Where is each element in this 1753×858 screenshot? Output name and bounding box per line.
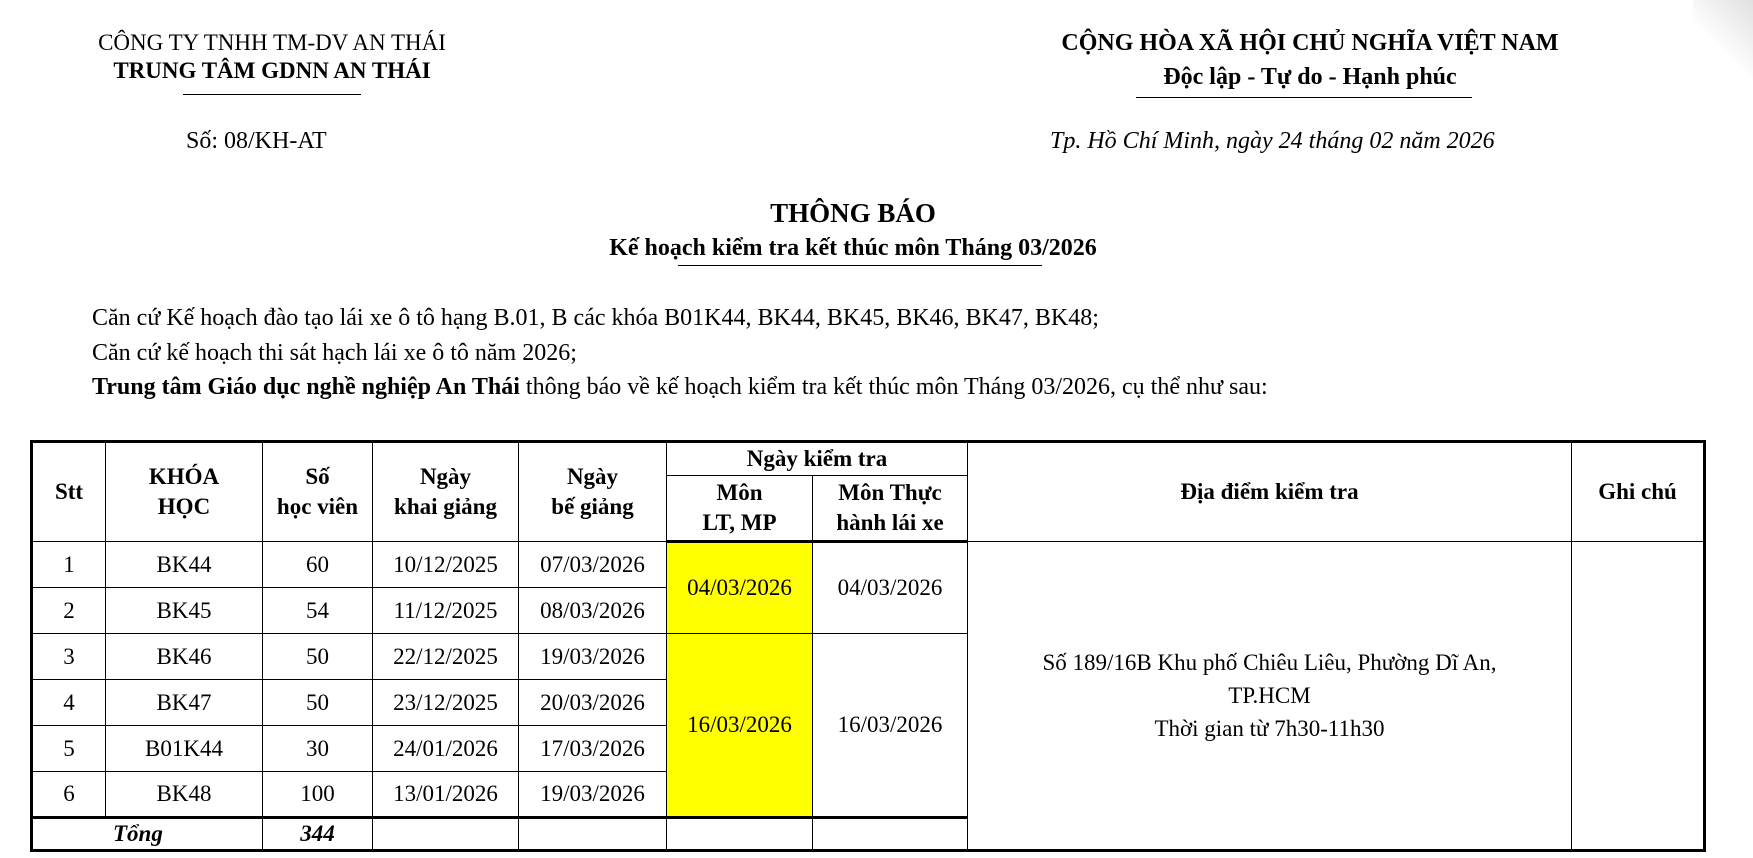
header-right-underline: [1136, 97, 1472, 98]
cell-theory-date: 04/03/2026: [667, 542, 813, 634]
national-motto: Độc lập - Tự do - Hạnh phúc: [1163, 64, 1457, 90]
cell-course: BK48: [106, 772, 263, 818]
header-note: Ghi chú: [1572, 442, 1705, 542]
basis-line-2: Căn cứ kế hoạch thi sát hạch lái xe ô tô năm 2026;: [92, 340, 577, 366]
cell-empty: [373, 818, 519, 851]
cell-students: 50: [263, 634, 373, 680]
cell-stt: 4: [32, 680, 106, 726]
cell-note: [1572, 542, 1705, 851]
cell-stt: 6: [32, 772, 106, 818]
location-line-2: TP.HCM: [1228, 683, 1311, 708]
cell-course: B01K44: [106, 726, 263, 772]
header-stt: Stt: [32, 442, 106, 542]
location-line-1: Số 189/16B Khu phố Chiêu Liêu, Phường Dĩ An,: [1042, 650, 1497, 675]
cell-empty: [519, 818, 667, 851]
notice-subtitle: Kế hoạch kiểm tra kết thúc môn Tháng 03/2026: [609, 235, 1097, 261]
cell-course: BK44: [106, 542, 263, 588]
window-corner-shadow: [1693, 0, 1753, 80]
cell-location: [968, 542, 1572, 851]
header-end-date: Ngày bế giảng: [519, 442, 667, 542]
cell-end-date: 19/03/2026: [519, 772, 667, 818]
cell-start-date: 24/01/2026: [373, 726, 519, 772]
cell-empty: [667, 818, 813, 851]
cell-students: 60: [263, 542, 373, 588]
header-start-date: Ngày khai giảng: [373, 442, 519, 542]
header-course: KHÓA HỌC: [106, 442, 263, 542]
exam-plan-table: [30, 440, 1706, 852]
cell-end-date: 17/03/2026: [519, 726, 667, 772]
cell-end-date: 19/03/2026: [519, 634, 667, 680]
cell-stt: 5: [32, 726, 106, 772]
cell-start-date: 10/12/2025: [373, 542, 519, 588]
subtitle-underline: [678, 265, 1042, 266]
cell-stt: 1: [32, 542, 106, 588]
cell-course: BK46: [106, 634, 263, 680]
notice-title: THÔNG BÁO: [770, 198, 936, 228]
header-practice: Môn Thực hành lái xe: [813, 476, 968, 542]
cell-course: BK45: [106, 588, 263, 634]
cell-theory-date: 16/03/2026: [667, 634, 813, 818]
header-theory: Môn LT, MP: [667, 476, 813, 542]
company-name: CÔNG TY TNHH TM-DV AN THÁI: [98, 30, 446, 55]
cell-course: BK47: [106, 680, 263, 726]
cell-practice-date: 04/03/2026: [813, 542, 968, 634]
location-line-3: Thời gian từ 7h30-11h30: [1154, 716, 1385, 741]
place-date: Tp. Hồ Chí Minh, ngày 24 tháng 02 năm 2026: [1050, 128, 1495, 154]
cell-students: 54: [263, 588, 373, 634]
cell-empty: [813, 818, 968, 851]
document-number: Số: 08/KH-AT: [186, 128, 327, 154]
header-left-underline: [183, 94, 361, 95]
header-students: Số học viên: [263, 442, 373, 542]
cell-practice-date: 16/03/2026: [813, 634, 968, 818]
cell-start-date: 11/12/2025: [373, 588, 519, 634]
cell-start-date: 23/12/2025: [373, 680, 519, 726]
basis-line-1: Căn cứ Kế hoạch đào tạo lái xe ô tô hạng B.01, B các khóa B01K44, BK44, BK45, BK46, BK47, BK48;: [92, 305, 1099, 331]
basis-line-3-text: thông báo về kế hoạch kiểm tra kết thúc môn Tháng 03/2026, cụ thể như sau:: [519, 374, 1268, 400]
total-label: Tổng: [32, 818, 263, 851]
cell-students: 50: [263, 680, 373, 726]
cell-end-date: 07/03/2026: [519, 542, 667, 588]
cell-stt: 2: [32, 588, 106, 634]
header-exam-date: Ngày kiểm tra: [667, 442, 968, 476]
cell-start-date: 22/12/2025: [373, 634, 519, 680]
header-location: Địa điểm kiểm tra: [968, 442, 1572, 542]
center-name: TRUNG TÂM GDNN AN THÁI: [113, 58, 431, 83]
cell-students: 30: [263, 726, 373, 772]
total-students: 344: [263, 818, 373, 851]
center-full-name: Trung tâm Giáo dục nghề nghiệp An Thái: [92, 374, 520, 400]
country-name: CỘNG HÒA XÃ HỘI CHỦ NGHĨA VIỆT NAM: [1061, 30, 1559, 56]
cell-students: 100: [263, 772, 373, 818]
cell-start-date: 13/01/2026: [373, 772, 519, 818]
cell-end-date: 20/03/2026: [519, 680, 667, 726]
table-row: [32, 542, 1705, 588]
cell-end-date: 08/03/2026: [519, 588, 667, 634]
basis-line-3: [92, 374, 1268, 401]
cell-stt: 3: [32, 634, 106, 680]
